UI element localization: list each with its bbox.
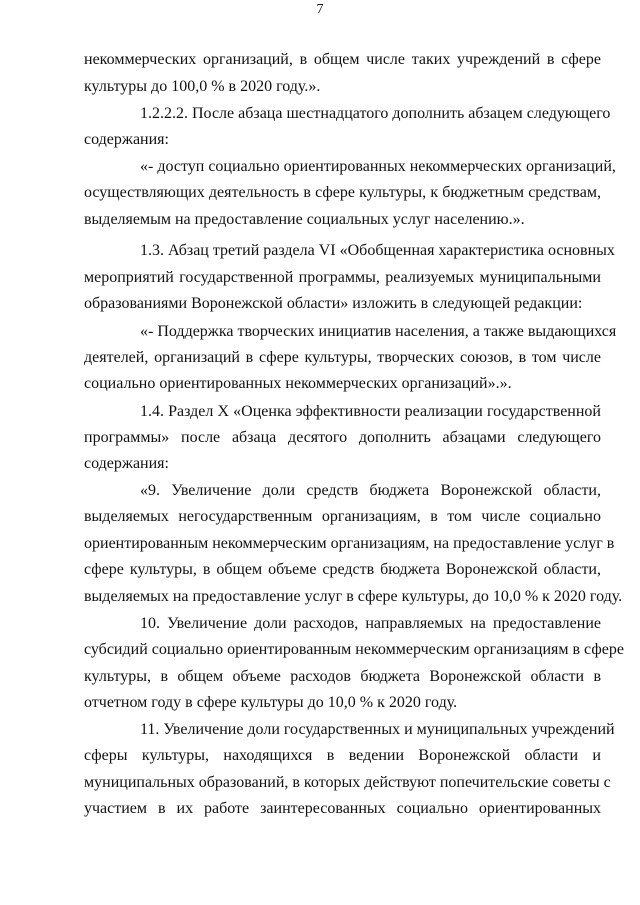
text-line: «- доступ социально ориентированных некоммерческих организаций, <box>140 158 616 175</box>
text-line: осуществляющих деятельность в сфере культуры, к бюджетным средствам, <box>84 184 601 201</box>
text-line: 10. Увеличение доли расходов, направляемых на предоставление <box>140 615 601 632</box>
text-line: социально ориентированных некоммерческих организаций».». <box>84 375 512 392</box>
text-line: отчетном году в сфере культуры до 10,0 % к 2020 году. <box>84 694 458 711</box>
text-line: образованиями Воронежской области» изложить в следующей редакции: <box>84 295 583 312</box>
text-line: выделяемым на предоставление социальных услуг населению.». <box>84 211 525 228</box>
text-line: «- Поддержка творческих инициатив населения, а также выдающихся <box>140 323 617 340</box>
text-line: 11. Увеличение доли государственных и муниципальных учреждений <box>140 721 615 738</box>
text-line: деятелей, организаций в сфере культуры, творческих союзов, в том числе <box>84 349 601 366</box>
text-line: программы» после абзаца десятого дополнить абзацами следующего <box>84 429 601 446</box>
text-line: 1.3. Абзац третий раздела VI «Обобщенная характеристика основных <box>140 242 615 259</box>
text-line: содержания: <box>84 455 169 472</box>
text-line: муниципальных образований, в которых действуют попечительские советы с <box>84 774 611 791</box>
text-line: 1.4. Раздел Х «Оценка эффективности реализации государственной <box>140 403 601 420</box>
text-line: субсидий социально ориентированным некоммерческим организациям в сфере <box>84 641 624 658</box>
text-line: сфере культуры, в общем объеме средств бюджета Воронежской области, <box>84 561 601 578</box>
page-number: 7 <box>316 2 324 17</box>
text-line: ориентированным некоммерческим организациям, на предоставление услуг в <box>84 535 615 552</box>
text-line: выделяемых на предоставление услуг в сфере культуры, до 10,0 % к 2020 году. <box>84 588 623 605</box>
text-line: содержания: <box>84 131 169 148</box>
text-line: культуры до 100,0 % в 2020 году.». <box>84 78 321 95</box>
text-line: мероприятий государственной программы, реализуемых муниципальными <box>84 269 601 286</box>
text-line: сферы культуры, находящихся в ведении Воронежской области и <box>84 747 601 764</box>
text-line: участием в их работе заинтересованных социально ориентированных <box>84 800 601 817</box>
text-line: 1.2.2.2. После абзаца шестнадцатого дополнить абзацем следующего <box>140 105 611 122</box>
text-line: культуры, в общем объеме расходов бюджета Воронежской области в <box>84 668 601 685</box>
text-line: выделяемых негосударственным организациям, в том числе социально <box>84 508 601 525</box>
text-line: некоммерческих организаций, в общем числе таких учреждений в сфере <box>84 51 601 68</box>
text-line: «9. Увеличение доли средств бюджета Воронежской области, <box>140 482 601 499</box>
